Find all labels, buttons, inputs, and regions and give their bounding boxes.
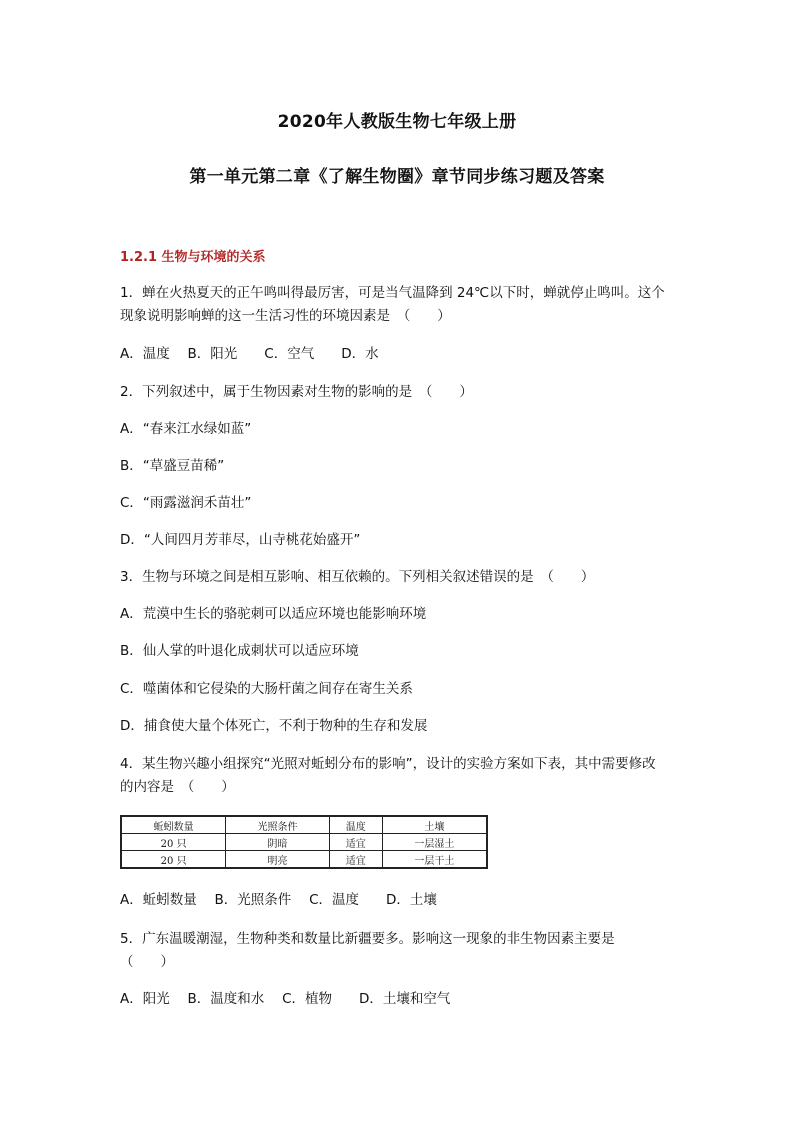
table-cell: 一层湿土	[382, 834, 487, 851]
q3-stem: 3．生物与环境之间是相互影响、相互依赖的。下列相关叙述错误的是 （ ）	[120, 569, 595, 585]
q1-stem-line1: 1．蝉在火热夏天的正午鸣叫得最厉害，可是当气温降到 24℃以下时，蝉就停止鸣叫。这个	[120, 285, 665, 301]
page-title: 2020年人教版生物七年级上册	[277, 112, 517, 132]
table-cell: 一层干土	[382, 851, 487, 869]
q3-option-c: C．噬菌体和它侵染的大肠杆菌之间存在寄生关系	[120, 681, 413, 697]
q1-options: A．温度 B．阳光 C．空气 D．水	[120, 346, 379, 362]
q3-option-d: D．捕食使大量个体死亡，不利于物种的生存和发展	[120, 718, 428, 734]
q2-option-b: B．“草盛豆苗稀”	[120, 458, 225, 474]
table-cell: 适宜	[329, 834, 382, 851]
table-row	[121, 834, 487, 851]
table-cell: 20 只	[121, 851, 226, 869]
q2-option-a: A．“春来江水绿如蓝”	[120, 421, 252, 437]
table-row	[121, 851, 487, 869]
table-header-row	[121, 816, 487, 834]
table-header-cell: 温度	[329, 816, 382, 834]
table-cell: 适宜	[329, 851, 382, 869]
q1-stem-line2: 现象说明影响蝉的这一生活习性的环境因素是 （ ）	[120, 308, 451, 324]
q2-stem: 2．下列叙述中，属于生物因素对生物的影响的是 （ ）	[120, 384, 473, 400]
table-header-cell: 蚯蚓数量	[121, 816, 226, 834]
q4-stem-line2: 的内容是 （ ）	[120, 779, 235, 795]
table-cell: 明亮	[226, 851, 329, 869]
table-cell: 阴暗	[226, 834, 329, 851]
q4-stem-line1: 4．某生物兴趣小组探究“光照对蚯蚓分布的影响”，设计的实验方案如下表，其中需要修改	[120, 756, 656, 772]
q3-option-b: B．仙人掌的叶退化成刺状可以适应环境	[120, 643, 359, 659]
q5-options: A．阳光 B．温度和水 C．植物 D．土壤和空气	[120, 991, 451, 1007]
q4-options: A．蚯蚓数量 B．光照条件 C．温度 D．土壤	[120, 892, 437, 908]
q2-option-c: C．“雨露滋润禾苗壮”	[120, 495, 252, 511]
experiment-table	[120, 815, 488, 869]
q5-stem-line1: 5．广东温暖潮湿，生物种类和数量比新疆要多。影响这一现象的非生物因素主要是	[120, 931, 615, 947]
page-subtitle: 第一单元第二章《了解生物圈》章节同步练习题及答案	[189, 167, 605, 187]
q3-option-a: A．荒漠中生长的骆驼刺可以适应环境也能影响环境	[120, 606, 427, 622]
table-cell: 20 只	[121, 834, 226, 851]
table-header-cell: 土壤	[382, 816, 487, 834]
q2-option-d: D．“人间四月芳菲尽，山寺桃花始盛开”	[120, 532, 361, 548]
section-heading: 1.2.1 生物与环境的关系	[120, 250, 266, 265]
q5-stem-line2: （ ）	[120, 954, 174, 970]
table-header-cell: 光照条件	[226, 816, 329, 834]
